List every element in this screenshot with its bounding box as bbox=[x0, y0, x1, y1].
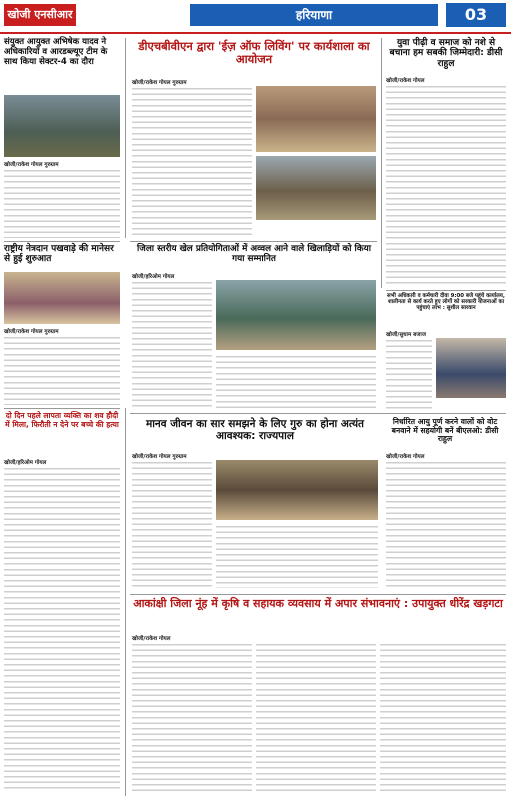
article-5-headline: जिला स्तरीय खेल प्रतियोगिताओं में अव्वल आने वाले खिलाड़ियों को किया गया सम्मानित bbox=[137, 244, 371, 265]
article-10-headline: आकांक्षी जिला नूंह में कृषि व सहायक व्यवसाय में अपार संभावनाएं : उपायुक्त धीरेंद्र खड़गटा bbox=[133, 597, 503, 610]
article-10-body-2 bbox=[256, 642, 376, 794]
section-rule bbox=[130, 241, 377, 242]
section-title: हरियाणा bbox=[190, 4, 438, 26]
article-8-body-2 bbox=[216, 524, 378, 588]
section-rule bbox=[386, 290, 506, 291]
column-divider bbox=[381, 38, 382, 288]
article-7-headline: दो दिन पहले लापता व्यक्ति का शव हौदी में मिला, फिरौती न देने पर बच्चे की हत्या bbox=[5, 411, 119, 429]
article-1-byline: खोजी/राकेश गोयल गुरुग्राम bbox=[4, 162, 59, 168]
page-number: 03 bbox=[446, 3, 506, 27]
article-6-body bbox=[386, 338, 432, 410]
article-3-byline: खोजी/राकेश गोयल bbox=[386, 78, 425, 84]
article-5-body-2 bbox=[216, 354, 376, 410]
section-rule bbox=[130, 594, 506, 595]
article-2-headline: डीएचबीवीएन द्वारा 'ईज़ ऑफ लिविंग' पर कार्यशाला का आयोजन bbox=[138, 39, 370, 67]
article-8-headline: मानव जीवन का सार समझने के लिए गुरु का होना अत्यंत आवश्यक: राज्यपाल bbox=[145, 418, 365, 443]
article-3-body bbox=[386, 84, 506, 284]
article-4-headline: राष्ट्रीय नेत्रदान पखवाड़े की मानेसर से हुई शुरुआत bbox=[4, 244, 114, 265]
article-8-byline: खोजी/राकेश गोयल गुरुग्राम bbox=[132, 454, 187, 460]
article-9-body bbox=[386, 460, 506, 588]
article-1-body bbox=[4, 168, 120, 238]
article-10-body-1 bbox=[132, 642, 252, 794]
article-4-photo bbox=[4, 272, 120, 324]
article-2-photo-1 bbox=[256, 86, 376, 152]
article-10-byline: खोजी/राकेश गोयल bbox=[132, 636, 171, 642]
section-rule bbox=[130, 413, 506, 414]
article-1-headline: संयुक्त आयुक्त अभिषेक यादव ने अधिकारियों व आरडब्ल्यूए टीम के साथ किया सेक्टर-4 का दौरा bbox=[4, 37, 108, 67]
article-3-headline: युवा पीढ़ी व समाज को नशे से बचाना हम सबकी जिम्मेदारी: डीसी राहुल bbox=[389, 38, 503, 69]
article-6-byline: खोजी/सुधाम बजाज bbox=[386, 332, 426, 338]
article-1-photo bbox=[4, 95, 120, 157]
section-rule bbox=[4, 241, 120, 242]
article-2-byline: खोजी/राकेश गोयल गुरुग्राम bbox=[132, 80, 187, 86]
article-2-body bbox=[132, 86, 252, 236]
section-rule bbox=[4, 408, 120, 409]
article-2-photo-2 bbox=[256, 156, 376, 220]
article-5-byline: खोजी/हरिओम गोयल bbox=[132, 274, 175, 280]
article-6-photo bbox=[436, 338, 506, 398]
article-9-byline: खोजी/राकेश गोयल bbox=[386, 454, 425, 460]
article-8-body-1 bbox=[132, 460, 212, 588]
article-5-body-1 bbox=[132, 280, 212, 410]
article-4-byline: खोजी/राकेश गोयल गुरुग्राम bbox=[4, 329, 59, 335]
article-4-body bbox=[4, 335, 120, 405]
column-divider bbox=[125, 408, 126, 796]
masthead bbox=[0, 0, 511, 34]
article-6-headline: सभी अधिकारी व कर्मचारी दीवा 9:00 बजे पहुंचे कार्यालय, शालीनता से कार्य करते हुए लोगों को सरकारी योजनाओं का पहुंचाएं लाभ : सुशील सारवान bbox=[387, 293, 505, 312]
column-divider bbox=[125, 38, 126, 238]
article-10-body-3 bbox=[380, 642, 506, 794]
article-8-photo bbox=[216, 460, 378, 520]
article-7-body bbox=[4, 466, 120, 792]
article-5-photo bbox=[216, 280, 376, 350]
article-9-headline: निर्धारित आयु पूर्ण करने वालों को वोट बनवाने में सहयोगी बनें बीएलओ: डीसी राहुल bbox=[391, 417, 499, 444]
masthead-rule bbox=[0, 32, 511, 34]
masthead-logo: खोजी एनसीआर bbox=[4, 4, 76, 26]
article-7-byline: खोजी/हरिओम गोयल bbox=[4, 460, 47, 466]
